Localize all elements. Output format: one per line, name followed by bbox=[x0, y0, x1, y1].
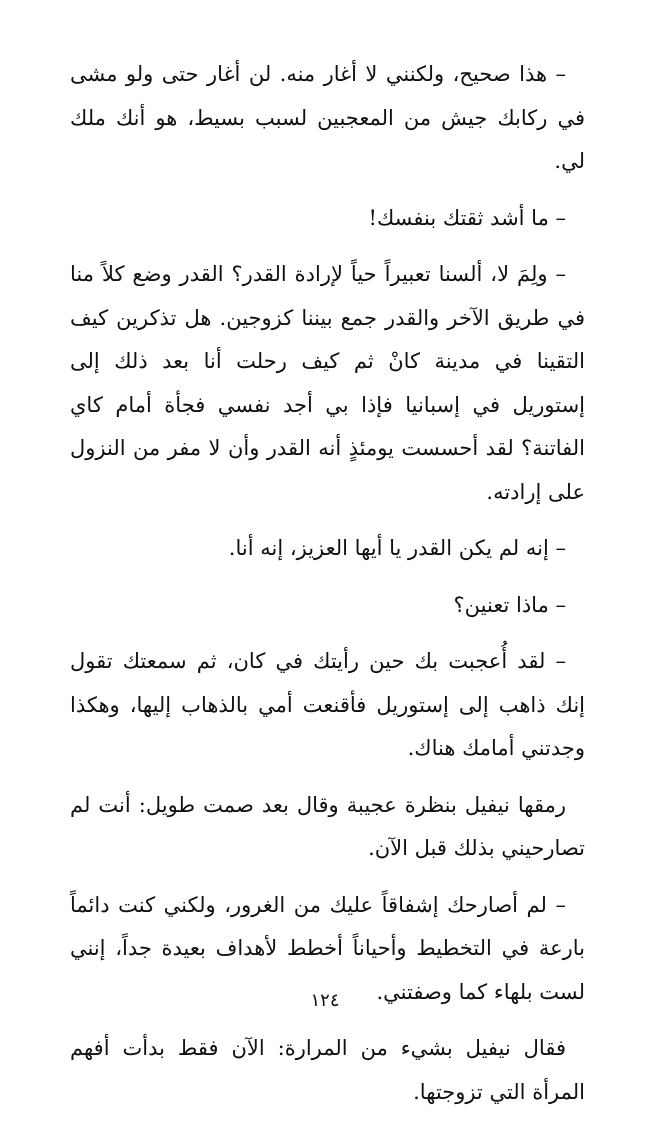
paragraph: – ماذا تعنين؟ bbox=[453, 592, 566, 617]
paragraph: – لقد أُعجبت بك حين رأيتك في كان، ثم سمعتك تقول إنك ذاهب إلى إستوريل فأقنعت أمي بالذهاب إليها، وهكذا وجدتني أمامك هناك. bbox=[70, 649, 585, 760]
paragraph: – هذا صحيح، ولكنني لا أغار منه. لن أغار حتى ولو مشى في ركابك جيش من المعجبين لسبب بسيط، هو أنك ملك لي. bbox=[70, 62, 585, 173]
paragraph: رمقها نيفيل بنظرة عجيبة وقال بعد صمت طويل: أنت لم تصارحيني بذلك قبل الآن. bbox=[70, 792, 585, 860]
book-page-text bbox=[70, 53, 585, 1127]
paragraph: – لم أصارحك إشفاقاً عليك من الغرور، ولكني كنت دائماً بارعة في التخطيط وأحياناً أخطط لأهداف بعيدة جداً، إنني لست بلهاء كما وصفتني. bbox=[70, 892, 585, 1004]
paragraph: – إنه لم يكن القدر يا أيها العزيز، إنه أنا. bbox=[228, 536, 566, 560]
paragraph: – ما أشد ثقتك بنفسك! bbox=[368, 205, 566, 230]
paragraph: – ولِمَ لا، ألسنا تعبيراً حياً لإرادة القدر؟ القدر وضع كلاً منا في طريق الآخر والقدر جمع بيننا كزوجين. هل تذكرين كيف التقينا في مدينة كانْ ثم كيف رحلت أنا بعد ذلك إلى إستوريل في إسبانيا فإذا بي أجد نفسي فجأة أمام كاي الفاتنة؟ لقد أحسست يومئذٍ أنه القدر وأن لا مفر من النزول على إرادته. bbox=[70, 262, 585, 504]
paragraph: فقال نيفيل بشيء من المرارة: الآن فقط بدأت أفهم المرأة التي تزوجتها. bbox=[70, 1036, 585, 1104]
page-number: ١٢٤ bbox=[310, 990, 340, 1011]
